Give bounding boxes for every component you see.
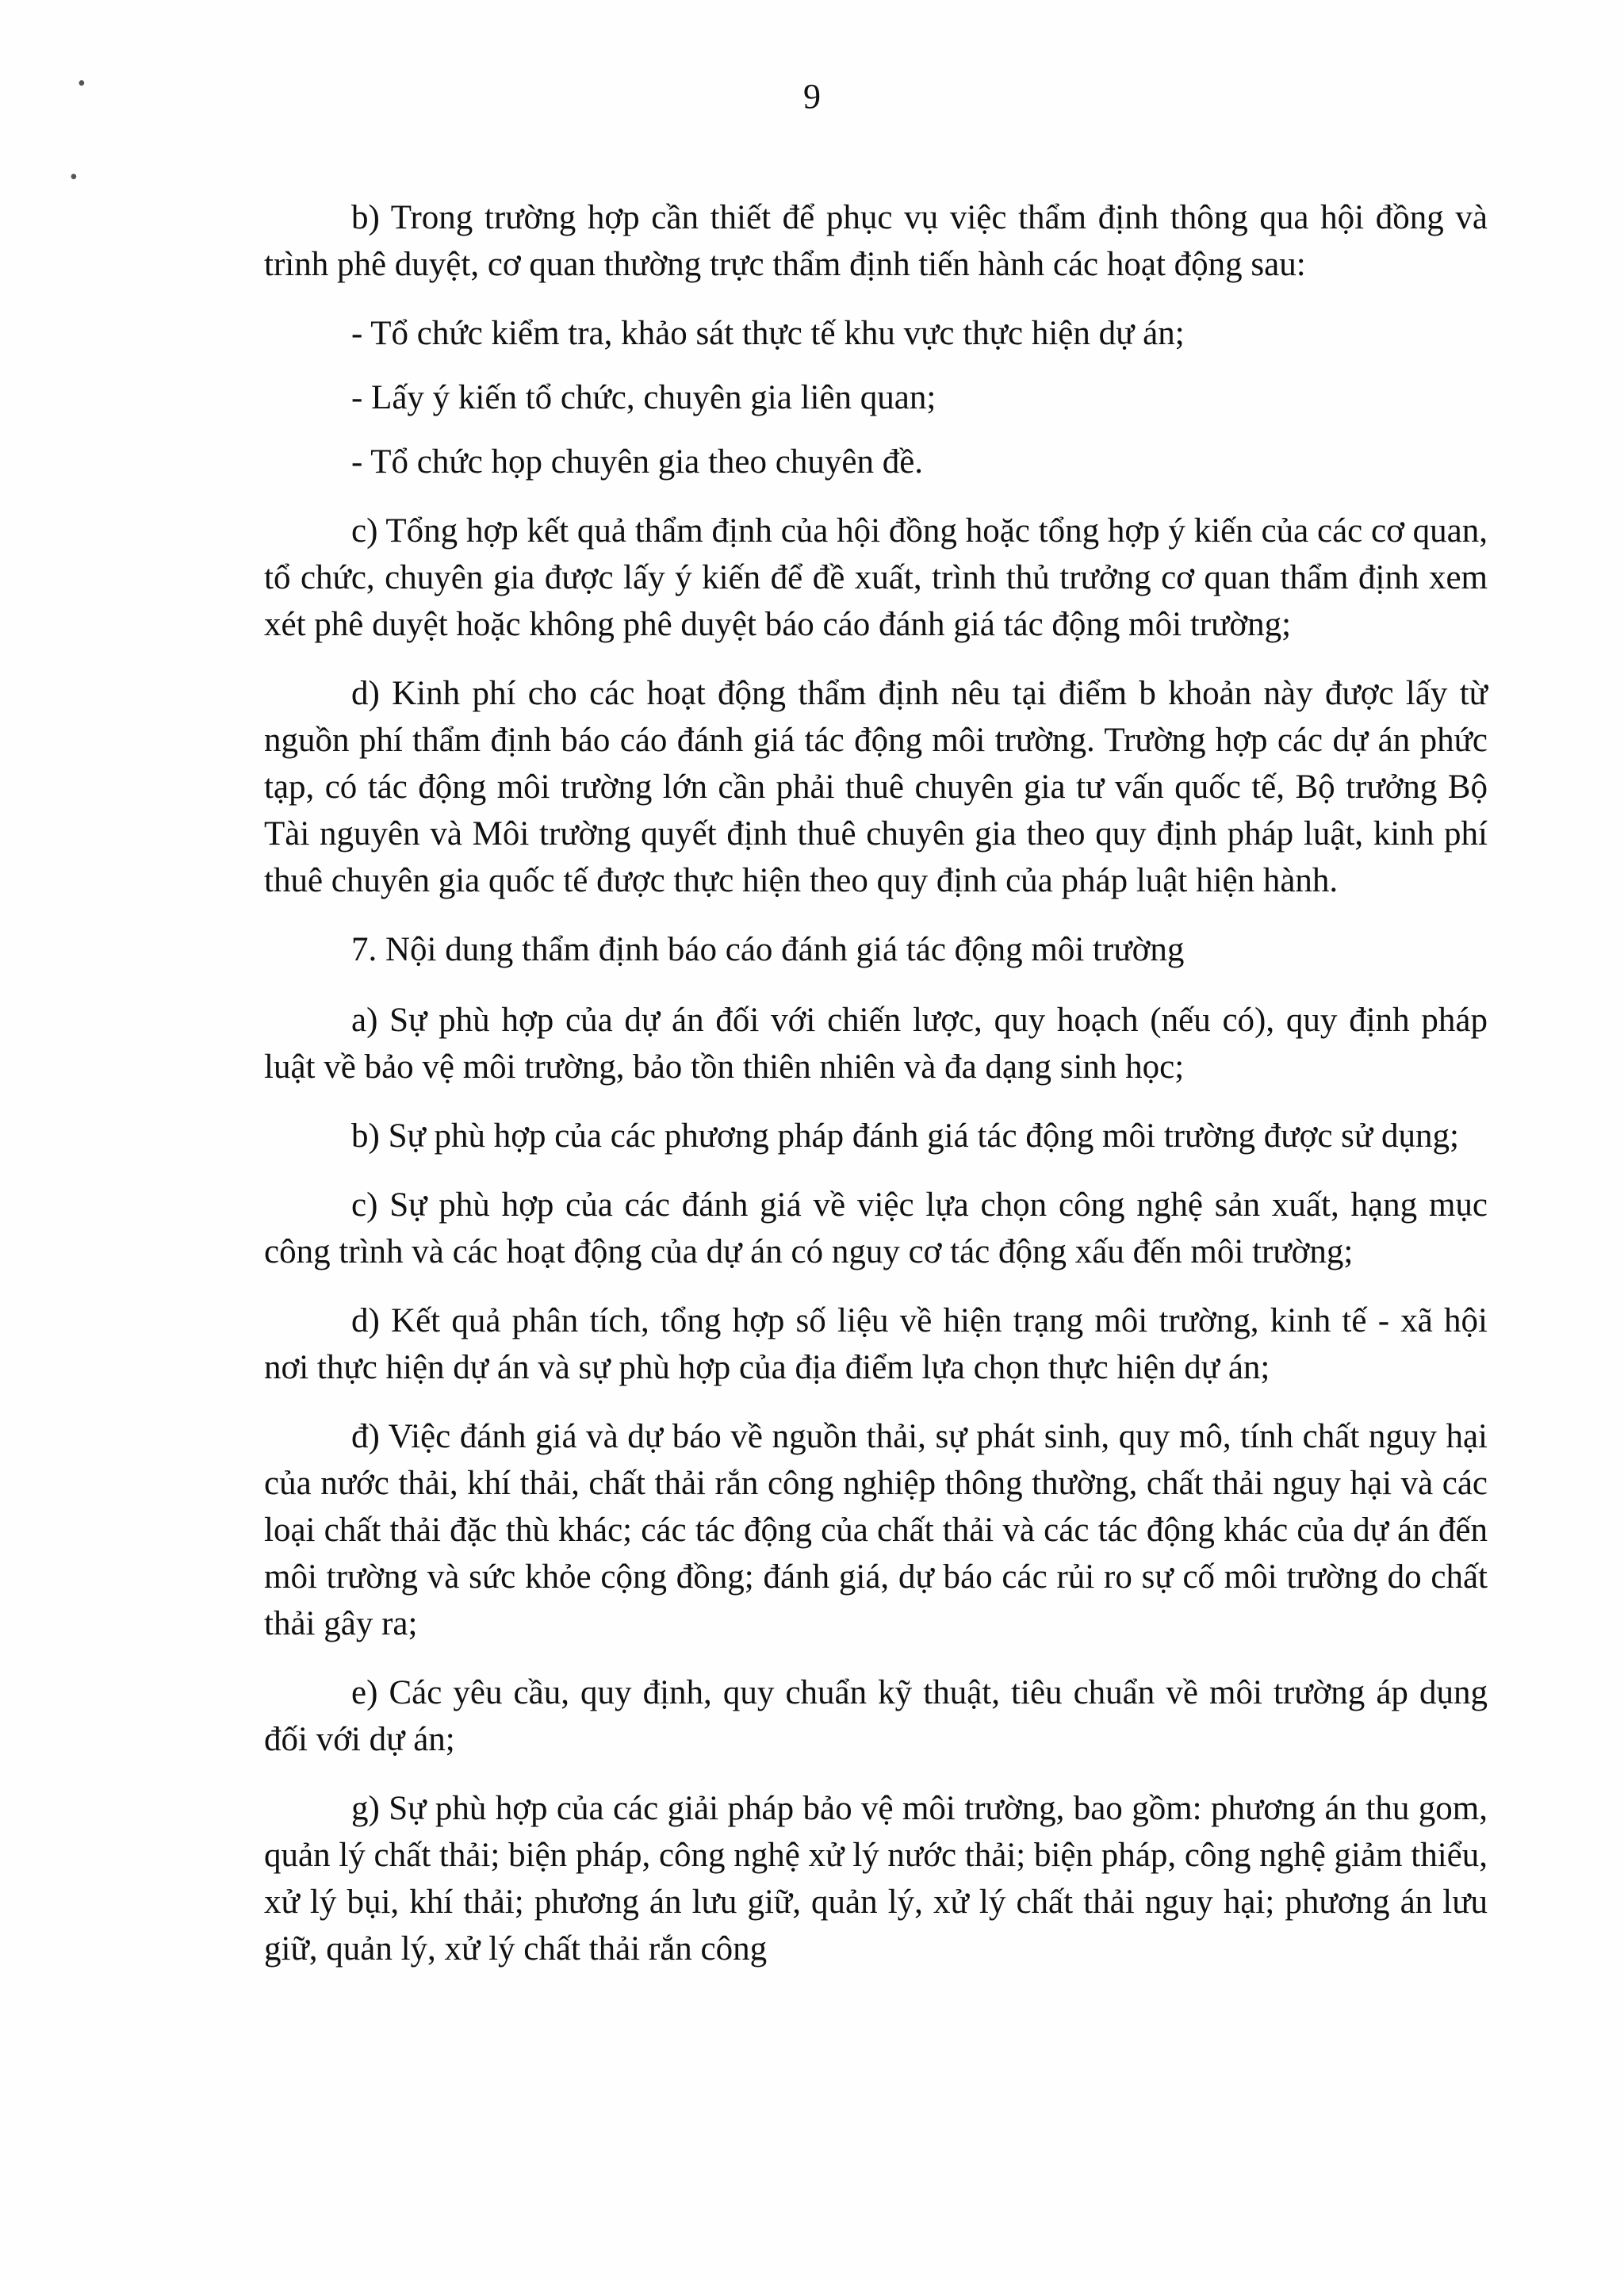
scan-speck: • (78, 71, 86, 96)
item-dd: đ) Việc đánh giá và dự báo về nguồn thải, sự phát sinh, quy mô, tính chất nguy hại của nước thải, khí thải, chất thải rắn công nghiệp thông thường, chất thải nguy hại và các loại chất thải đặc thù khác; các tác động của chất thải và các tác động khác của dự án đến môi trường và sức khỏe cộng đồng; đánh giá, dự báo các rủi ro sự cố môi trường do chất thải gây ra; (264, 1418, 1488, 1642)
paragraph-b: b) Trong trường hợp cần thiết để phục vụ việc thẩm định thông qua hội đồng và trình phê duyệt, cơ quan thường trực thẩm định tiến hành các hoạt động sau: (264, 199, 1488, 283)
item-d: d) Kết quả phân tích, tổng hợp số liệu về hiện trạng môi trường, kinh tế - xã hội nơi thực hiện dự án và sự phù hợp của địa điểm lựa chọn thực hiện dự án; (264, 1302, 1488, 1386)
paragraph-d: d) Kinh phí cho các hoạt động thẩm định nêu tại điểm b khoản này được lấy từ nguồn phí thẩm định báo cáo đánh giá tác động môi trường. Trường hợp các dự án phức tạp, có tác động môi trường lớn cần phải thuê chuyên gia tư vấn quốc tế, Bộ trưởng Bộ Tài nguyên và Môi trường quyết định thuê chuyên gia theo quy định pháp luật, kinh phí thuê chuyên gia quốc tế được thực hiện theo quy định của pháp luật hiện hành. (264, 675, 1488, 899)
item-e: e) Các yêu cầu, quy định, quy chuẩn kỹ thuật, tiêu chuẩn về môi trường áp dụng đối với dự án; (264, 1674, 1488, 1758)
section-heading-7: 7. Nội dung thẩm định báo cáo đánh giá tác động môi trường (351, 931, 1185, 968)
page-number: 9 (803, 77, 821, 116)
bullet-item-2: - Lấy ý kiến tổ chức, chuyên gia liên quan; (351, 379, 936, 416)
bullet-item-1: - Tổ chức kiểm tra, khảo sát thực tế khu vực thực hiện dự án; (351, 315, 1185, 352)
scan-speck: • (70, 165, 78, 190)
item-a: a) Sự phù hợp của dự án đối với chiến lược, quy hoạch (nếu có), quy định pháp luật về bảo vệ môi trường, bảo tồn thiên nhiên và đa dạng sinh học; (264, 1002, 1488, 1086)
item-c: c) Sự phù hợp của các đánh giá về việc lựa chọn công nghệ sản xuất, hạng mục công trình và các hoạt động của dự án có nguy cơ tác động xấu đến môi trường; (264, 1186, 1488, 1270)
item-b: b) Sự phù hợp của các phương pháp đánh giá tác động môi trường được sử dụng; (351, 1117, 1459, 1155)
document-body (264, 194, 1488, 1972)
item-g: g) Sự phù hợp của các giải pháp bảo vệ môi trường, bao gồm: phương án thu gom, quản lý chất thải; biện pháp, công nghệ xử lý nước thải; biện pháp, công nghệ giảm thiểu, xử lý bụi, khí thải; phương án lưu giữ, quản lý, xử lý chất thải nguy hại; phương án lưu giữ, quản lý, xử lý chất thải rắn công (264, 1790, 1488, 1968)
paragraph-c: c) Tổng hợp kết quả thẩm định của hội đồng hoặc tổng hợp ý kiến của các cơ quan, tổ chức, chuyên gia được lấy ý kiến để đề xuất, trình thủ trưởng cơ quan thẩm định xem xét phê duyệt hoặc không phê duyệt báo cáo đánh giá tác động môi trường; (264, 512, 1488, 643)
bullet-item-3: - Tổ chức họp chuyên gia theo chuyên đề. (351, 443, 924, 481)
